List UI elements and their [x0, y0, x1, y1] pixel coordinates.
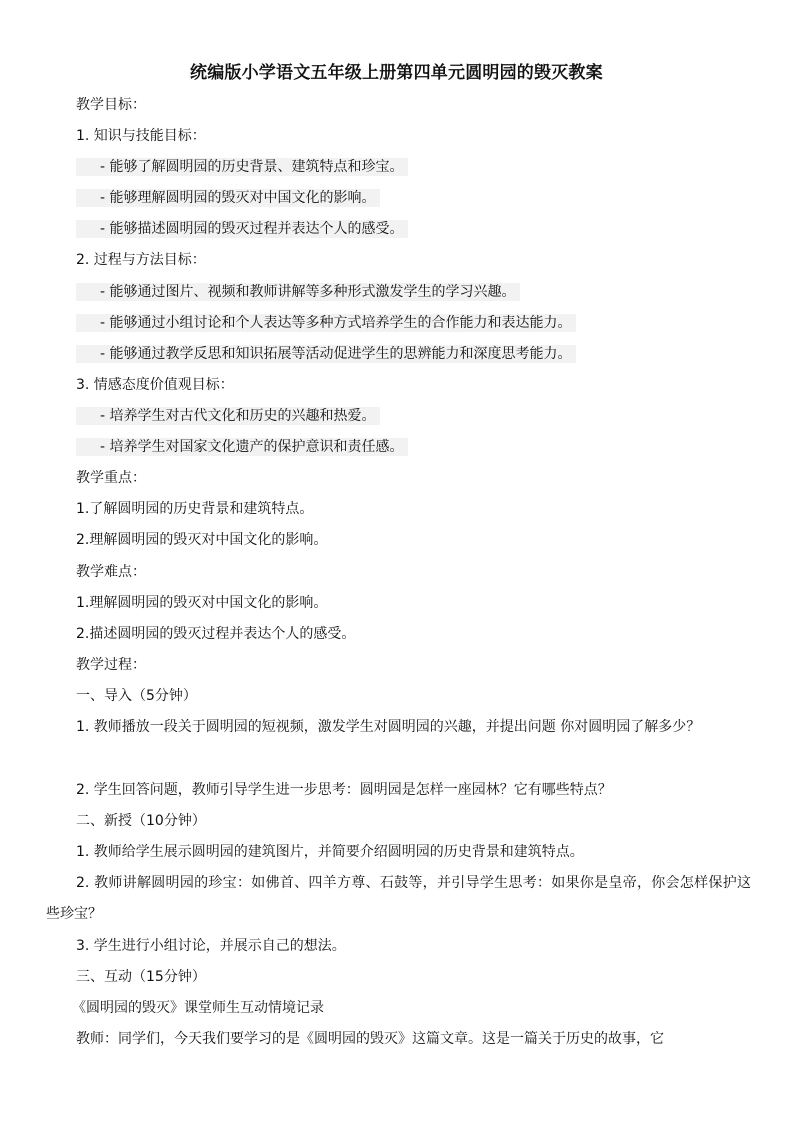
paragraph: 教师：同学们，今天我们要学习的是《圆明园的毁灭》这篇文章。这是一篇关于历史的故事，它	[76, 1031, 664, 1047]
list-item: 1.理解圆明园的毁灭对中国文化的影响。	[76, 595, 328, 611]
section-heading: 二、新授（10分钟）	[76, 813, 206, 829]
list-item: - 能够通过小组讨论和个人表达等多种方式培养学生的合作能力和表达能力。	[76, 313, 576, 333]
sub-heading: 3. 情感态度价值观目标：	[76, 377, 234, 393]
list-item: - 培养学生对古代文化和历史的兴趣和热爱。	[76, 406, 380, 426]
sub-heading: 1. 知识与技能目标：	[76, 128, 206, 144]
paragraph: 2. 教师讲解圆明园的珍宝：如佛首、四羊方尊、石鼓等，并引导学生思考：如果你是皇帝，你会怎样保护这些珍宝？	[46, 875, 751, 922]
section-heading: 教学重点：	[76, 470, 146, 486]
list-item: - 能够通过教学反思和知识拓展等活动促进学生的思辨能力和深度思考能力。	[76, 344, 576, 364]
list-item: - 能够描述圆明园的毁灭过程并表达个人的感受。	[76, 219, 408, 239]
paragraph: 1. 教师播放一段关于圆明园的短视频，激发学生对圆明园的兴趣，并提出问题 你对圆明园了解多少？	[76, 719, 701, 735]
list-item: - 能够理解圆明园的毁灭对中国文化的影响。	[76, 188, 380, 208]
list-item: 2.描述圆明园的毁灭过程并表达个人的感受。	[76, 626, 356, 642]
paragraph: 3. 学生进行小组讨论，并展示自己的想法。	[76, 938, 346, 954]
section-heading: 三、互动（15分钟）	[76, 969, 206, 985]
list-item: 1.了解圆明园的历史背景和建筑特点。	[76, 501, 314, 517]
section-heading: 教学过程：	[76, 657, 146, 673]
sub-heading: 2. 过程与方法目标：	[76, 252, 206, 268]
document-title: 统编版小学语文五年级上册第四单元圆明园的毁灭教案	[190, 63, 603, 83]
section-heading: 教学难点：	[76, 564, 146, 580]
paragraph: 1. 教师给学生展示圆明园的建筑图片，并简要介绍圆明园的历史背景和建筑特点。	[76, 844, 584, 860]
list-item: - 培养学生对国家文化遗产的保护意识和责任感。	[76, 437, 408, 457]
subsection-title: 《圆明园的毁灭》课堂师生互动情境记录	[72, 1000, 324, 1016]
section-heading: 教学目标：	[76, 97, 146, 113]
list-item: 2.理解圆明园的毁灭对中国文化的影响。	[76, 532, 328, 548]
list-item: - 能够通过图片、视频和教师讲解等多种形式激发学生的学习兴趣。	[76, 282, 520, 302]
paragraph: 2. 学生回答问题，教师引导学生进一步思考：圆明园是怎样一座园林？它有哪些特点？	[76, 782, 612, 798]
section-heading: 一、导入（5分钟）	[76, 688, 197, 704]
list-item: - 能够了解圆明园的历史背景、建筑特点和珍宝。	[76, 157, 408, 177]
